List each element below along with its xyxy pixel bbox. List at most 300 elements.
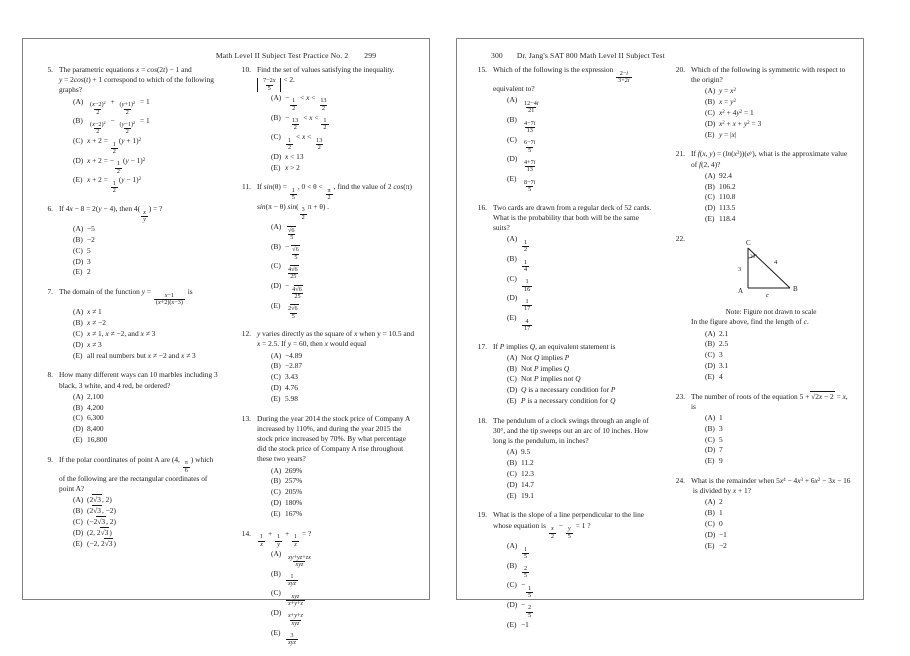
choice-letter: (B)	[507, 254, 517, 264]
answer-choice[interactable]	[73, 116, 219, 135]
answer-choice[interactable]	[705, 130, 851, 140]
choice-text: 0	[719, 518, 723, 528]
question-22	[663, 234, 851, 383]
choice-letter: (C)	[507, 374, 517, 384]
choice-text: $\frac{1}{17}$	[524, 297, 531, 313]
answer-choice[interactable]	[271, 113, 417, 132]
answer-choice[interactable]	[507, 154, 653, 173]
choice-text: 3.1	[719, 360, 729, 370]
answer-choice[interactable]	[73, 307, 219, 317]
question-20	[663, 65, 851, 140]
answer-choice[interactable]	[507, 458, 653, 468]
choice-text: x ≠ −2	[87, 318, 106, 328]
answer-choice[interactable]	[73, 156, 219, 175]
choice-letter: (C)	[73, 329, 83, 338]
choice-letter: (A)	[271, 465, 282, 475]
choice-letter: (B)	[73, 234, 83, 244]
answer-choice[interactable]	[73, 517, 219, 527]
answer-choices	[691, 413, 851, 467]
question-stem: In the figure above, find the length of c.	[691, 317, 809, 327]
choice-text: $\frac{1}{4}$	[524, 258, 528, 273]
running-head-right	[465, 51, 855, 65]
answer-choice[interactable]	[73, 528, 219, 538]
answer-choice[interactable]	[507, 480, 653, 490]
choice-text: −1	[719, 529, 727, 539]
answer-choices	[691, 497, 851, 551]
choice-letter: (D)	[507, 385, 518, 395]
choice-text: $x = y^2$	[719, 97, 736, 107]
answer-choices	[691, 329, 851, 383]
folio-right: 300	[491, 51, 503, 60]
choice-text: 269%	[285, 465, 303, 475]
question-5	[31, 65, 219, 195]
choice-letter: (D)	[705, 360, 716, 370]
question-body	[257, 414, 417, 520]
choice-text: 180%	[285, 498, 303, 508]
answer-choice[interactable]	[271, 498, 417, 508]
choice-letter: (C)	[705, 350, 715, 360]
question-body	[493, 342, 653, 407]
choice-text: P is a necessary condition for Q	[521, 396, 616, 406]
answer-choice[interactable]	[271, 628, 417, 647]
choice-letter: (E)	[705, 213, 715, 223]
choice-letter: (B)	[271, 361, 281, 371]
answer-choice[interactable]	[271, 301, 417, 320]
choice-letter: (B)	[73, 506, 83, 516]
choice-text: 167%	[285, 508, 303, 518]
answer-choice[interactable]	[507, 364, 653, 374]
choice-letter: (A)	[271, 92, 282, 102]
answer-choice[interactable]	[507, 374, 653, 384]
choice-letter: (B)	[507, 458, 517, 468]
choice-letter: (D)	[271, 383, 282, 393]
answer-choice[interactable]	[507, 313, 653, 332]
answer-choice[interactable]	[705, 445, 851, 455]
question-body	[691, 234, 851, 383]
choice-letter: (E)	[705, 456, 715, 466]
answer-choice[interactable]	[507, 135, 653, 154]
choice-letter: (B)	[271, 112, 281, 122]
choice-letter: (E)	[705, 371, 715, 381]
answer-choice[interactable]	[705, 119, 851, 129]
question-body	[59, 204, 219, 278]
question-body	[257, 329, 417, 404]
answer-choice[interactable]	[73, 97, 219, 116]
answer-choice[interactable]	[271, 361, 417, 371]
question-number: 12.	[241, 329, 251, 339]
answer-choice[interactable]	[271, 281, 417, 300]
choice-letter: (A)	[507, 540, 518, 550]
choice-text: $\frac{4}{17}$	[524, 317, 531, 332]
question-number: 6.	[47, 203, 53, 213]
answer-choice[interactable]	[507, 254, 653, 273]
left-page-column-2	[229, 65, 417, 656]
choice-letter: (D)	[271, 607, 282, 617]
choice-text: 1	[719, 412, 723, 422]
choice-letter: (D)	[73, 527, 84, 537]
choice-text: 2	[719, 497, 723, 507]
answer-choice[interactable]	[73, 403, 219, 413]
question-9	[31, 455, 219, 550]
answer-choice[interactable]	[73, 136, 219, 155]
answer-choice[interactable]	[73, 435, 219, 445]
choice-letter: (B)	[507, 560, 517, 570]
answer-choice[interactable]	[271, 242, 417, 261]
choice-letter: (D)	[507, 479, 518, 489]
answer-choice[interactable]	[73, 224, 219, 234]
answer-choice[interactable]	[507, 115, 653, 134]
answer-choice[interactable]	[507, 620, 653, 630]
answer-choice[interactable]	[705, 171, 851, 181]
question-body	[691, 65, 851, 140]
choice-text: 205%	[285, 487, 303, 497]
answer-choice[interactable]	[705, 519, 851, 529]
question-10	[229, 65, 417, 173]
choice-letter: (D)	[705, 529, 716, 539]
question-number: 22.	[675, 233, 685, 243]
choice-letter: (B)	[507, 115, 517, 125]
answer-choices	[257, 93, 417, 173]
choice-letter: (E)	[271, 300, 281, 310]
answer-choice[interactable]	[705, 192, 851, 202]
question-number: 14.	[241, 528, 251, 538]
choice-letter: (E)	[705, 129, 715, 139]
question-6	[31, 204, 219, 278]
answer-choice[interactable]	[507, 174, 653, 193]
answer-choice[interactable]	[271, 569, 417, 588]
question-stem: How many different ways can 10 marbles including 3 black, 3 white, and 4 red, be ordered?	[59, 370, 218, 390]
choice-letter: (E)	[507, 619, 517, 629]
question-stem: Find the set of values satisfying the inequality. $\frac{7-2x}{5}$ < 2.	[257, 65, 395, 92]
answer-choice[interactable]	[507, 600, 653, 619]
answer-choice[interactable]	[73, 235, 219, 245]
answer-choice[interactable]	[705, 497, 851, 507]
choice-text: 16,800	[87, 434, 108, 444]
triangle-svg	[728, 236, 814, 300]
choice-letter: (D)	[507, 293, 518, 303]
choice-text: 9.5	[521, 447, 531, 457]
choice-text: − $\frac{2}{5}$	[521, 599, 532, 619]
choice-letter: (A)	[705, 86, 716, 96]
answer-choice[interactable]	[705, 435, 851, 445]
answer-choice[interactable]	[705, 182, 851, 192]
choice-text: $x^2 + 4y^2 = 1$	[719, 108, 754, 117]
choice-letter: (E)	[271, 393, 281, 403]
choice-letter: (C)	[705, 434, 715, 444]
answer-choice[interactable]	[73, 351, 219, 361]
choice-letter: (B)	[271, 568, 281, 578]
answer-choice[interactable]	[73, 257, 219, 267]
question-body	[691, 149, 851, 224]
answer-choice[interactable]	[73, 318, 219, 328]
question-stem: Two cards are drawn from a regular deck of 52 cards. What is the probability that both will be the same suits?	[493, 202, 652, 233]
choice-letter: (D)	[705, 118, 716, 128]
choice-text: 2.5	[719, 339, 729, 349]
answer-choice[interactable]	[705, 214, 851, 224]
answer-choice[interactable]	[705, 413, 851, 423]
choice-text: x > 2	[285, 162, 300, 172]
question-24	[663, 476, 851, 551]
question-stem: If the polar coordinates of point A are (4, $\frac{\pi}{6}$ ) which of the following are the rectangular coordinates of point A?	[59, 454, 214, 494]
answer-choice[interactable]	[705, 530, 851, 540]
answer-choice[interactable]	[705, 86, 851, 96]
choice-text: $\frac{1}{16}$	[524, 278, 531, 293]
choice-text: 1	[719, 508, 723, 518]
answer-choice[interactable]	[73, 175, 219, 194]
choice-text: 5	[87, 245, 91, 255]
answer-choice[interactable]	[507, 491, 653, 501]
choice-text: (−2, 2√3)	[87, 538, 116, 548]
answer-choice[interactable]	[271, 132, 417, 151]
choice-text: −2	[87, 234, 95, 244]
answer-choice[interactable]	[507, 580, 653, 599]
choice-text: x + 2 = − $\frac{1}{2}$ $(y - 1)^2$	[87, 155, 146, 175]
choice-text: 3	[87, 256, 91, 266]
answer-choice[interactable]	[73, 267, 219, 277]
choice-text: $\frac{√6}{5}$	[288, 226, 295, 241]
answer-choice[interactable]	[507, 95, 653, 114]
answer-choice[interactable]	[705, 350, 851, 360]
choice-letter: (B)	[73, 402, 83, 412]
answer-choice[interactable]	[271, 163, 417, 173]
answer-choice[interactable]	[73, 413, 219, 423]
question-number: 7.	[47, 287, 53, 297]
answer-choices	[257, 222, 417, 320]
running-head-left	[31, 51, 421, 65]
answer-choice[interactable]	[271, 394, 417, 404]
answer-choice[interactable]	[507, 385, 653, 395]
answer-choices	[493, 447, 653, 501]
answer-choices	[59, 97, 219, 195]
choice-text: 113.5	[719, 203, 736, 213]
answer-choice[interactable]	[507, 234, 653, 253]
page-right	[456, 38, 864, 629]
answer-choice[interactable]	[507, 293, 653, 312]
answer-choice[interactable]	[705, 361, 851, 371]
answer-choice[interactable]	[271, 509, 417, 519]
answer-choice[interactable]	[507, 469, 653, 479]
answer-choices	[257, 351, 417, 405]
choice-letter: (B)	[705, 339, 715, 349]
answer-choice[interactable]	[271, 466, 417, 476]
question-18	[465, 416, 653, 502]
answer-choice[interactable]	[73, 539, 219, 549]
choice-text: 8,400	[87, 424, 104, 434]
choice-letter: (A)	[73, 391, 84, 401]
answer-choice[interactable]	[271, 351, 417, 361]
question-number: 11.	[242, 182, 251, 192]
question-number: 13.	[241, 413, 251, 423]
question-13	[229, 414, 417, 520]
choice-text: 92.4	[719, 170, 732, 180]
question-14	[229, 529, 417, 648]
question-body	[493, 65, 653, 194]
choice-letter: (E)	[73, 175, 83, 185]
choice-letter: (C)	[271, 588, 281, 598]
answer-choice[interactable]	[705, 541, 851, 551]
answer-choice[interactable]	[271, 549, 417, 568]
folio-left: 299	[364, 51, 377, 60]
choice-text: $\frac{1}{2}$ < x < $\frac{13}{2}$	[288, 132, 323, 152]
answer-choice[interactable]	[271, 152, 417, 162]
choice-letter: (A)	[271, 350, 282, 360]
choice-letter: (D)	[271, 151, 282, 161]
answer-choice[interactable]	[271, 372, 417, 382]
question-number: 23.	[675, 391, 685, 401]
question-number: 18.	[477, 415, 487, 425]
right-page-column-1	[465, 65, 653, 639]
choice-text: 5	[719, 434, 723, 444]
left-page-column-1	[31, 65, 219, 558]
choice-text: (−2√3, 2)	[87, 517, 116, 527]
choice-letter: (A)	[73, 307, 84, 317]
choice-letter: (B)	[705, 508, 715, 518]
answer-choice[interactable]	[73, 329, 219, 339]
answer-choices	[691, 86, 851, 140]
answer-choice[interactable]	[705, 203, 851, 213]
question-23	[663, 392, 851, 467]
choice-letter: (C)	[73, 245, 83, 255]
choice-text: (2√3, −2)	[87, 506, 116, 516]
choice-text: − $\frac{1}{2}$ < x < $\frac{13}{2}$	[285, 92, 327, 112]
choice-letter: (A)	[705, 170, 716, 180]
choice-text: 4.76	[285, 383, 298, 393]
choice-letter: (C)	[271, 261, 281, 271]
question-17	[465, 342, 653, 407]
choice-text: − $\frac{4√6}{25}$	[285, 280, 302, 300]
choice-text: $\frac{4+7i}{13}$	[524, 159, 536, 174]
choice-text: $\frac{xy+yz+zx}{\text{xyz}}$	[288, 553, 311, 568]
svg-text:3: 3	[738, 265, 742, 273]
question-number: 9.	[47, 454, 53, 464]
choice-letter: (B)	[705, 181, 715, 191]
answer-choice[interactable]	[705, 372, 851, 382]
answer-choice[interactable]	[705, 97, 851, 107]
answer-choice[interactable]	[507, 447, 653, 457]
choice-text: $\frac{12-4i}{21}$	[524, 100, 539, 115]
question-stem: If P implies Q, an equivalent statement is	[493, 341, 616, 351]
svg-text:c: c	[766, 291, 769, 299]
choice-text: 9	[719, 456, 723, 466]
choice-letter: (E)	[507, 312, 517, 322]
answer-choice[interactable]	[73, 246, 219, 256]
choice-text: 110.8	[719, 192, 736, 202]
choice-text: x + 2 = $\frac{1}{2}$ $(y + 1)^2$	[87, 135, 142, 155]
answer-choice[interactable]	[73, 392, 219, 402]
answer-choice[interactable]	[271, 608, 417, 627]
question-11	[229, 182, 417, 320]
choice-letter: (C)	[507, 469, 517, 479]
choice-text: Not P implies Q	[521, 363, 570, 373]
answer-choice[interactable]	[705, 108, 851, 118]
svg-text:4: 4	[774, 258, 778, 266]
triangle-figure	[691, 236, 851, 305]
answer-choice[interactable]	[73, 424, 219, 434]
choice-text: $\frac{4-7i}{13}$	[524, 119, 536, 135]
answer-choice[interactable]	[271, 222, 417, 241]
question-stem: If sin(θ) = $\frac{1}{5}$ , 0 < θ < $\frac{\pi}{2}$ , find the value of 2 cos(π) sin(π − θ) sin( $\frac{3}{2}$ π + θ) .	[257, 182, 412, 221]
choice-text: Not P implies not Q	[521, 374, 581, 384]
answer-choice[interactable]	[507, 353, 653, 363]
question-stem: What is the slope of a line perpendicular to the line whose equation is $\frac{x}{2}$ − $\frac{y}{5}$ = 1 ?	[493, 510, 645, 540]
answer-choice[interactable]	[73, 506, 219, 516]
choice-text: 12.3	[521, 469, 534, 479]
answer-choice[interactable]	[507, 274, 653, 293]
choice-text: $\frac{4√6}{25}$	[288, 265, 298, 281]
choice-letter: (C)	[507, 134, 517, 144]
choice-text: 2.1	[719, 328, 729, 338]
question-number: 15.	[477, 65, 487, 74]
answer-choice[interactable]	[507, 396, 653, 406]
answer-choice[interactable]	[705, 329, 851, 339]
answer-choice[interactable]	[705, 508, 851, 518]
question-body	[257, 65, 417, 173]
answer-choice[interactable]	[73, 340, 219, 350]
choice-text: −5	[87, 224, 95, 234]
running-head-right-title: Dr. Jang's SAT 800 Math Level II Subject Test	[516, 51, 665, 60]
choice-letter: (D)	[705, 445, 716, 455]
choice-text: $\frac{(x-2)^2}{2}$ − $\frac{(y-1)^2}{2}$ = 1	[90, 116, 150, 136]
answer-choice[interactable]	[705, 339, 851, 349]
choice-text: 106.2	[719, 181, 736, 191]
choice-letter: (C)	[271, 372, 281, 382]
question-stem: The pendulum of a clock swings through an angle of 30°, and the tip sweeps out an arc of 10 inches. How long is the pendulum, in inches?	[493, 415, 649, 446]
question-stem: If f(x, $y) = (\ln(x^3))(e^y)$, what is the approximate value of f(2, 4)?	[691, 149, 848, 169]
answer-choices	[691, 171, 851, 225]
question-stem: The parametric equations x = cos(2t) − 1 and y = 2cos(t) + 1 correspond to which of the following graphs?	[59, 65, 214, 95]
question-body	[59, 287, 219, 361]
question-body	[691, 476, 851, 551]
choice-letter: (C)	[73, 135, 83, 145]
answer-choice[interactable]	[271, 93, 417, 112]
choice-text: 11.2	[521, 458, 534, 468]
choice-text: $\frac{(x-2)^2}{2}$ + $\frac{(y+1)^2}{2}$ = 1	[90, 96, 150, 116]
choice-letter: (D)	[507, 154, 518, 164]
choice-letter: (B)	[73, 116, 83, 126]
answer-choice[interactable]	[271, 487, 417, 497]
choice-letter: (B)	[705, 423, 715, 433]
question-body	[59, 65, 219, 195]
question-body	[493, 510, 653, 630]
choice-letter: (C)	[705, 108, 715, 117]
choice-letter: (C)	[705, 192, 715, 202]
choice-letter: (C)	[507, 273, 517, 283]
question-number: 21.	[675, 149, 685, 159]
question-8	[31, 370, 219, 445]
choice-letter: (D)	[73, 256, 84, 266]
answer-choice[interactable]	[271, 588, 417, 607]
answer-choice[interactable]	[705, 456, 851, 466]
answer-choice[interactable]	[507, 561, 653, 580]
question-stem: What is the remainder when $5x^4 - 4x^3 + 6x^2 - 3x - 16$ is divided by x + 1?	[691, 475, 851, 496]
choice-text: 5.98	[285, 393, 298, 403]
choice-text: (2, 2√3)	[87, 527, 112, 537]
choice-text: $x^2 + x + y^2 = 3$	[719, 118, 762, 128]
answer-choice[interactable]	[705, 424, 851, 434]
choice-letter: (B)	[271, 476, 281, 486]
question-12	[229, 329, 417, 404]
choice-text: x < 13	[285, 151, 304, 161]
question-body	[691, 392, 851, 467]
answer-choice[interactable]	[271, 261, 417, 280]
choice-letter: (E)	[507, 490, 517, 500]
answer-choice[interactable]	[507, 541, 653, 560]
answer-choice[interactable]	[271, 476, 417, 486]
choice-text: $\frac{x+y+z}{\text{xyz}}$	[288, 612, 303, 627]
choice-letter: (A)	[705, 497, 716, 507]
answer-choice[interactable]	[271, 383, 417, 393]
choice-text: −4.89	[285, 350, 303, 360]
